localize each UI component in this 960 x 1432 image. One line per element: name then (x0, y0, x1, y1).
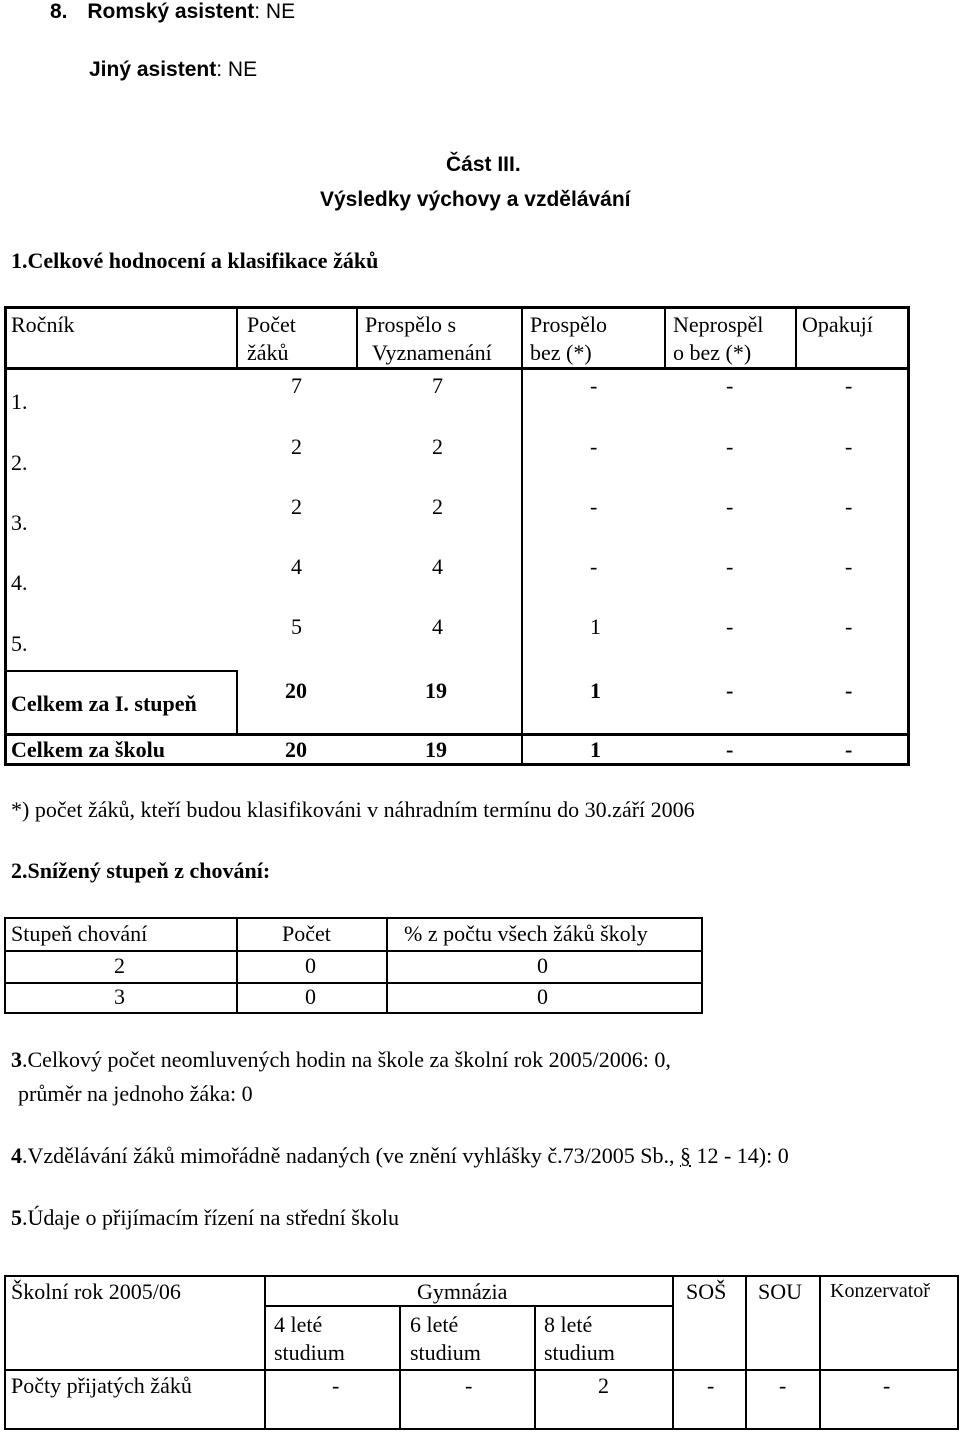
admission-header-6-year-2: studium (410, 1340, 481, 1365)
admission-cell-sou: - (779, 1373, 787, 1398)
header-prospelo-2: bez (*) (530, 340, 592, 365)
section5-number: 5 (11, 1205, 22, 1230)
row-label: 5. (11, 631, 28, 656)
footnote: *) počet žáků, kteří budou klasifikováni v náhradním termínu do 30.září 2006 (11, 797, 695, 822)
item8-line (50, 0, 295, 24)
cell-vyznamenani: 4 (432, 554, 443, 579)
header-prospelo-1: Prospělo (530, 312, 607, 337)
section4-tail: 12 - 14): 0 (690, 1143, 789, 1168)
total-school-label: Celkem za školu (11, 737, 165, 762)
section4-line (11, 1143, 789, 1169)
total-first-stage-label: Celkem za I. stupeň (11, 691, 197, 716)
part-subtitle: Výsledky výchovy a vzdělávání (320, 188, 631, 211)
section3-number: 3 (11, 1047, 22, 1072)
total-school-pocet: 20 (285, 737, 307, 762)
header-neprospel-1: Neprospěl (673, 312, 764, 337)
cell-opakuji: - (845, 434, 853, 459)
admission-cell-6-year: - (465, 1373, 473, 1398)
header-pocet-1: Počet (247, 312, 296, 337)
behavior-cell-count: 0 (305, 953, 316, 978)
cell-vyznamenani: 7 (432, 373, 443, 398)
admission-row-label: Počty přijatých žáků (11, 1373, 192, 1398)
section3-text: .Celkový počet neomluvených hodin na škole za školní rok 2005/2006: 0, (22, 1047, 671, 1072)
header-rocnik: Ročník (11, 312, 75, 337)
admission-header-sou: SOU (758, 1279, 803, 1304)
admission-header-8-year-2: studium (544, 1340, 615, 1365)
behavior-header-grade: Stupeň chování (11, 921, 148, 946)
part-title: Část III. (446, 153, 521, 176)
cell-pocet: 7 (291, 373, 302, 398)
section4-number: 4 (11, 1143, 22, 1168)
cell-neprospel: - (726, 494, 734, 519)
admission-header-year: Školní rok 2005/06 (11, 1279, 181, 1304)
cell-neprospel: - (726, 614, 734, 639)
header-neprospel-2: o bez (*) (673, 340, 752, 365)
cell-prospelo: - (590, 434, 598, 459)
admission-header-8-year-1: 8 leté (544, 1312, 593, 1337)
row-label: 4. (11, 570, 28, 595)
total-first-stage-opakuji: - (845, 678, 853, 703)
header-vyznamenani-2: Vyznamenání (372, 340, 492, 365)
row-label: 2. (11, 450, 28, 475)
cell-prospelo: - (590, 373, 598, 398)
admission-header-konzervator: Konzervatoř (830, 1280, 930, 1302)
admission-cell-4-year: - (332, 1373, 340, 1398)
other-assistant-value: : NE (216, 58, 258, 81)
section1-title: 1.Celkové hodnocení a klasifikace žáků (11, 248, 379, 273)
cell-pocet: 2 (291, 434, 302, 459)
admission-cell-konzervator: - (883, 1373, 891, 1398)
header-pocet-2: žáků (247, 340, 289, 365)
other-assistant-line (89, 58, 257, 82)
item8-number: 8. (50, 0, 68, 23)
cell-opakuji: - (845, 373, 853, 398)
cell-prospelo: 1 (590, 614, 601, 639)
admission-header-sos: SOŠ (686, 1279, 727, 1304)
section5-title-line (11, 1205, 399, 1231)
cell-pocet: 2 (291, 494, 302, 519)
total-first-stage-vyznamenani: 19 (425, 678, 447, 703)
behavior-cell-count: 0 (305, 984, 316, 1009)
cell-prospelo: - (590, 494, 598, 519)
total-first-stage-prospelo: 1 (590, 678, 601, 703)
admission-header-6-year-1: 6 leté (410, 1312, 459, 1337)
cell-pocet: 5 (291, 614, 302, 639)
section-sign: § (679, 1143, 691, 1168)
admission-cell-sos: - (707, 1373, 715, 1398)
cell-opakuji: - (845, 554, 853, 579)
section3-line1 (11, 1047, 671, 1073)
section2-title: 2.Snížený stupeň z chování: (11, 858, 271, 883)
admission-header-4-year-2: studium (274, 1340, 345, 1365)
total-school-prospelo: 1 (590, 737, 601, 762)
cell-prospelo: - (590, 554, 598, 579)
row-label: 3. (11, 510, 28, 535)
behavior-cell-percent: 0 (537, 953, 548, 978)
cell-pocet: 4 (291, 554, 302, 579)
section4-text: .Vzdělávání žáků mimořádně nadaných (ve znění vyhlášky č.73/2005 Sb., (22, 1143, 675, 1168)
cell-neprospel: - (726, 554, 734, 579)
header-opakuji: Opakují (802, 312, 873, 337)
cell-vyznamenani: 2 (432, 494, 443, 519)
behavior-cell-percent: 0 (537, 984, 548, 1009)
behavior-header-count: Počet (282, 921, 331, 946)
header-vyznamenani-1: Prospělo s (365, 312, 457, 337)
cell-neprospel: - (726, 373, 734, 398)
other-assistant-label: Jiný asistent (89, 58, 217, 81)
behavior-cell-grade: 2 (114, 953, 125, 978)
total-first-stage-pocet: 20 (285, 678, 307, 703)
total-school-opakuji: - (845, 737, 853, 762)
total-school-vyznamenani: 19 (425, 737, 447, 762)
behavior-cell-grade: 3 (114, 984, 125, 1009)
cell-opakuji: - (845, 614, 853, 639)
cell-vyznamenani: 4 (432, 614, 443, 639)
section5-title: .Údaje o přijímacím řízení na střední školu (22, 1205, 399, 1230)
row-label: 1. (11, 389, 28, 414)
admission-header-4-year-1: 4 leté (274, 1312, 323, 1337)
admission-header-gymnazia: Gymnázia (417, 1279, 508, 1304)
behavior-header-percent: % z počtu všech žáků školy (404, 921, 648, 946)
admission-cell-8-year: 2 (598, 1373, 609, 1398)
total-first-stage-neprospel: - (726, 678, 734, 703)
item8-label: Romský asistent (87, 0, 255, 23)
item8-value: : NE (254, 0, 296, 23)
cell-neprospel: - (726, 434, 734, 459)
cell-vyznamenani: 2 (432, 434, 443, 459)
section3-line2: průměr na jednoho žáka: 0 (18, 1081, 253, 1106)
cell-opakuji: - (845, 494, 853, 519)
total-school-neprospel: - (726, 737, 734, 762)
